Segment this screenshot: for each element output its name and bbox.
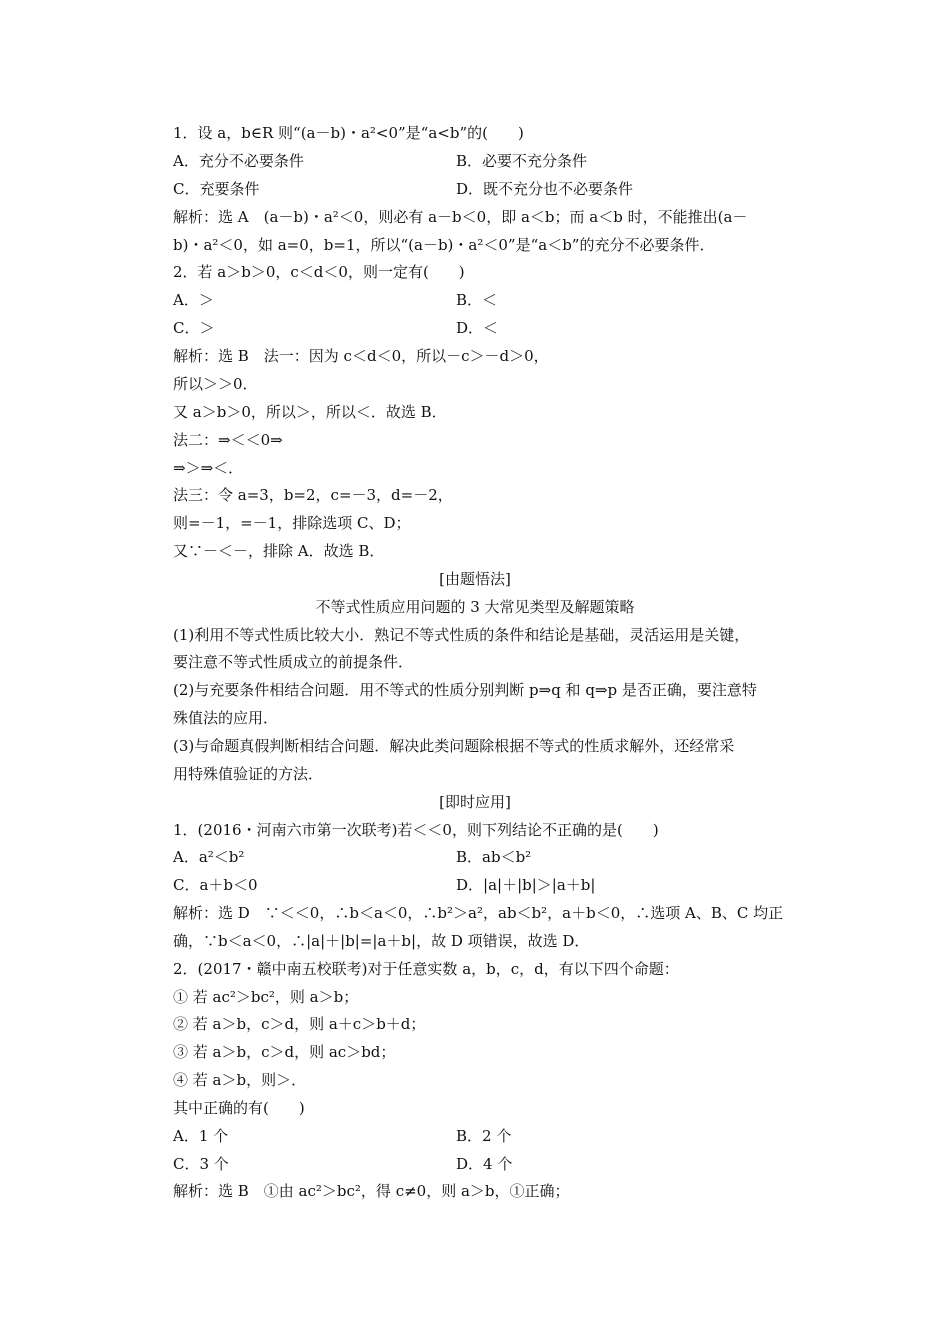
option-a: A．充分不必要条件 xyxy=(173,152,304,170)
paragraph: (1)利用不等式性质比较大小．熟记不等式性质的条件和结论是基础，灵活运用是关键， xyxy=(173,626,750,644)
option-c: C．a＋b＜0 xyxy=(173,876,258,894)
question-2-stem: 2．(2017・赣中南五校联考)对于任意实数 a，b，c，d，有以下四个命题： xyxy=(173,960,679,978)
question-2-stem: 2．若 a＞b＞0，c＜d＜0，则一定有( ) xyxy=(173,263,465,281)
question-prompt: 其中正确的有( ) xyxy=(173,1099,305,1117)
option-d: D．|a|＋|b|＞|a＋b| xyxy=(456,876,596,894)
solution-text: b)・a²＜0，如 a=0，b=1，所以“(a－b)・a²＜0”是“a＜b”的充分不必要条件． xyxy=(173,236,715,254)
proposition: ④ 若 a＞b，则＞． xyxy=(173,1071,307,1089)
solution-text: 解析：选 D ∵＜＜0，∴b＜a＜0，∴b²＞a²，ab＜b²，a＋b＜0，∴选项 A、B、C 均正 xyxy=(173,904,784,922)
solution-text: 所以＞＞0． xyxy=(173,375,258,393)
solution-text: 确，∵b＜a＜0，∴|a|＋|b|=|a＋b|，故 D 项错误，故选 D． xyxy=(173,932,590,950)
option-c: C．＞ xyxy=(173,319,215,337)
solution-text: 解析：选 A (a－b)・a²＜0，则必有 a－b＜0，即 a＜b；而 a＜b 时，不能推出(a－ xyxy=(173,208,748,226)
question-1-stem: 1．设 a，b∈R 则“(a－b)・a²<0”是“a<b”的( ) xyxy=(173,124,524,142)
option-b: B．必要不充分条件 xyxy=(456,152,588,170)
section-subheading: 不等式性质应用问题的 3 大常见类型及解题策略 xyxy=(315,598,635,616)
solution-text: ⇒＞⇒＜． xyxy=(173,459,244,477)
option-a: A．a²＜b² xyxy=(173,848,245,866)
solution-text: 又 a＞b＞0，所以＞，所以＜．故选 B． xyxy=(173,403,447,421)
option-d: D．既不充分也不必要条件 xyxy=(456,180,634,198)
option-c: C．3 个 xyxy=(173,1155,229,1173)
proposition: ① 若 ac²＞bc²，则 a＞b； xyxy=(173,988,359,1006)
section-heading: [即时应用] xyxy=(439,793,511,811)
paragraph: 用特殊值验证的方法． xyxy=(173,765,324,783)
paragraph: 殊值法的应用． xyxy=(173,709,279,727)
options-row xyxy=(173,151,833,171)
proposition: ② 若 a＞b，c＞d，则 a＋c＞b＋d； xyxy=(173,1015,426,1033)
section-heading: [由题悟法] xyxy=(439,570,511,588)
option-b: B．ab＜b² xyxy=(456,848,532,866)
option-a: A．1 个 xyxy=(173,1127,229,1145)
option-d: D．＜ xyxy=(456,319,499,337)
solution-text: 则=－1，=－1，排除选项 C、D； xyxy=(173,514,411,532)
option-d: D．4 个 xyxy=(456,1155,513,1173)
options-row xyxy=(173,179,833,199)
option-c: C．充要条件 xyxy=(173,180,260,198)
solution-text: 法二：⇒＜＜0⇒ xyxy=(173,431,283,449)
solution-text: 又∵－＜－，排除 A．故选 B． xyxy=(173,542,385,560)
proposition: ③ 若 a＞b，c＞d，则 ac＞bd； xyxy=(173,1043,396,1061)
paragraph: 要注意不等式性质成立的前提条件． xyxy=(173,653,414,671)
solution-text: 解析：选 B 法一：因为 c＜d＜0，所以－c＞－d＞0， xyxy=(173,347,549,365)
paragraph: (3)与命题真假判断相结合问题．解决此类问题除根据不等式的性质求解外，还经常采 xyxy=(173,737,735,755)
solution-text: 法三：令 a=3，b=2，c=－3，d=－2， xyxy=(173,486,453,504)
question-1-stem: 1．(2016・河南六市第一次联考)若＜＜0，则下列结论不正确的是( ) xyxy=(173,821,659,839)
paragraph: (2)与充要条件相结合问题．用不等式的性质分别判断 p⇒q 和 q⇒p 是否正确，要注意特 xyxy=(173,681,757,699)
solution-text: 解析：选 B ①由 ac²＞bc²，得 c≠0，则 a＞b，①正确； xyxy=(173,1182,570,1200)
option-a: A．＞ xyxy=(173,291,214,309)
options-row xyxy=(173,1154,833,1174)
option-b: B．2 个 xyxy=(456,1127,512,1145)
options-row xyxy=(173,1126,833,1146)
options-row xyxy=(173,290,833,310)
options-row xyxy=(173,875,833,895)
option-b: B．＜ xyxy=(456,291,498,309)
options-row xyxy=(173,318,833,338)
options-row xyxy=(173,847,833,867)
